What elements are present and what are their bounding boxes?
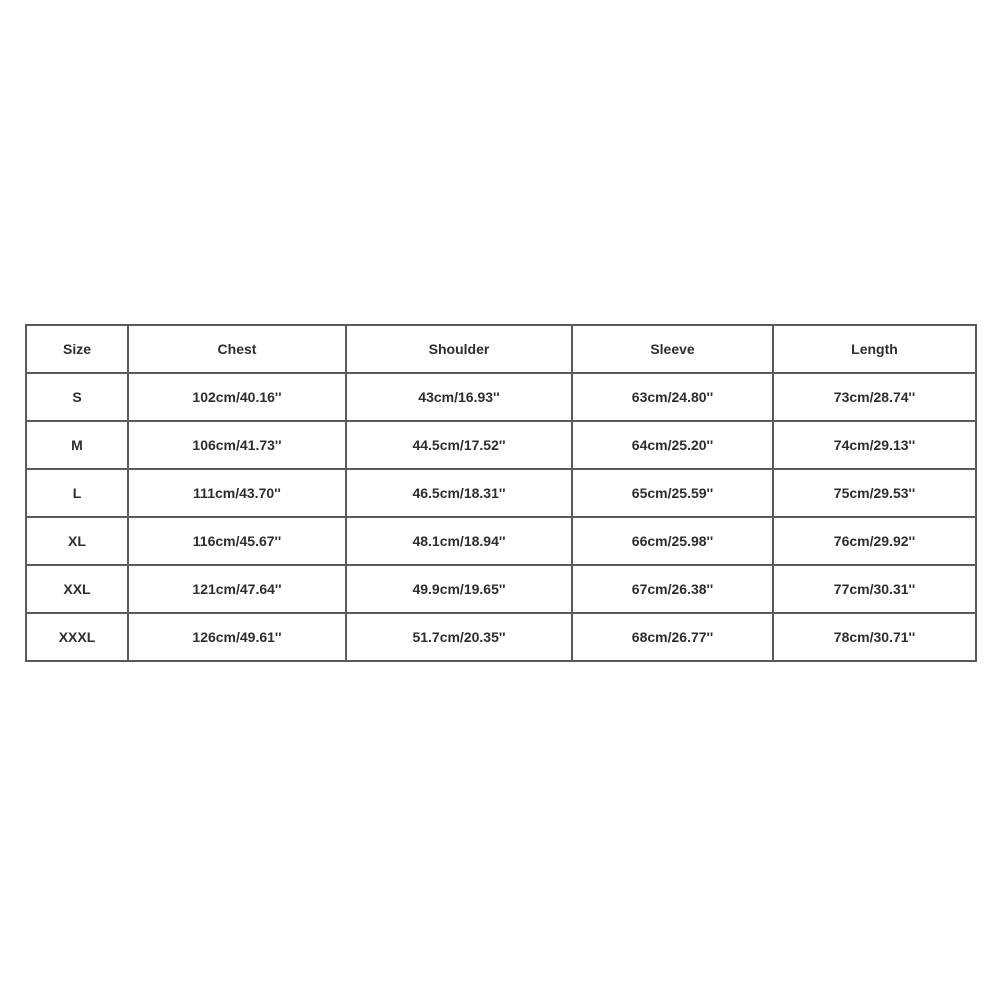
cell-sleeve: 68cm/26.77'' [572,613,773,661]
table-row [26,469,976,517]
size-chart-table [25,324,977,662]
cell-sleeve: 66cm/25.98'' [572,517,773,565]
cell-chest: 121cm/47.64'' [128,565,346,613]
cell-shoulder: 51.7cm/20.35'' [346,613,572,661]
cell-size: XXL [26,565,128,613]
cell-chest: 126cm/49.61'' [128,613,346,661]
cell-sleeve: 64cm/25.20'' [572,421,773,469]
cell-sleeve: 65cm/25.59'' [572,469,773,517]
header-sleeve: Sleeve [572,325,773,373]
cell-shoulder: 43cm/16.93'' [346,373,572,421]
cell-length: 76cm/29.92'' [773,517,976,565]
table-row [26,373,976,421]
cell-length: 74cm/29.13'' [773,421,976,469]
cell-chest: 116cm/45.67'' [128,517,346,565]
cell-size: L [26,469,128,517]
cell-size: S [26,373,128,421]
cell-chest: 106cm/41.73'' [128,421,346,469]
cell-shoulder: 49.9cm/19.65'' [346,565,572,613]
header-shoulder: Shoulder [346,325,572,373]
table-header-row [26,325,976,373]
cell-sleeve: 67cm/26.38'' [572,565,773,613]
cell-length: 73cm/28.74'' [773,373,976,421]
header-length: Length [773,325,976,373]
cell-chest: 102cm/40.16'' [128,373,346,421]
cell-shoulder: 46.5cm/18.31'' [346,469,572,517]
cell-length: 78cm/30.71'' [773,613,976,661]
table-row [26,565,976,613]
cell-chest: 111cm/43.70'' [128,469,346,517]
cell-length: 77cm/30.31'' [773,565,976,613]
cell-size: XL [26,517,128,565]
table-row [26,421,976,469]
cell-shoulder: 44.5cm/17.52'' [346,421,572,469]
cell-size: XXXL [26,613,128,661]
table-row [26,517,976,565]
cell-shoulder: 48.1cm/18.94'' [346,517,572,565]
cell-length: 75cm/29.53'' [773,469,976,517]
header-chest: Chest [128,325,346,373]
cell-sleeve: 63cm/24.80'' [572,373,773,421]
cell-size: M [26,421,128,469]
table-row [26,613,976,661]
header-size: Size [26,325,128,373]
